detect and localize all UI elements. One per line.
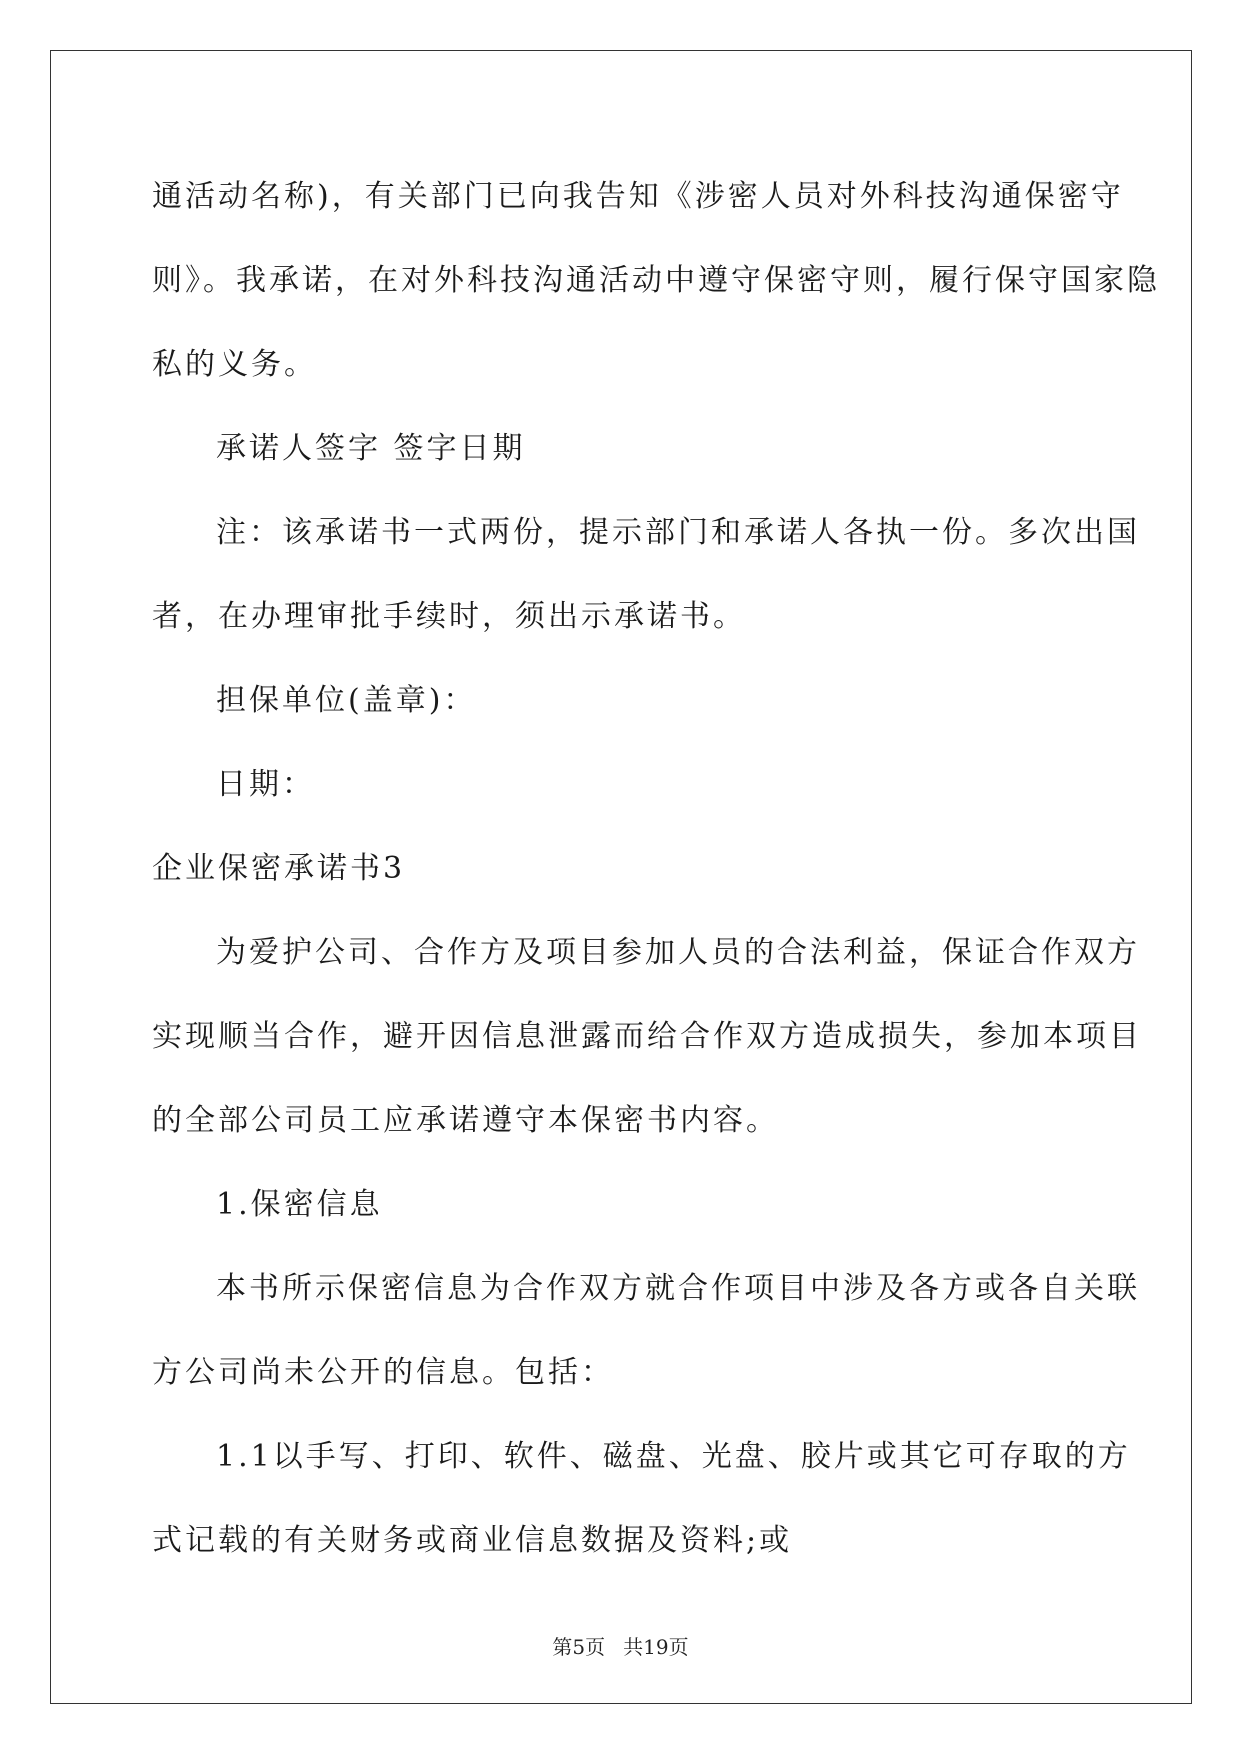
page-number: 第5页 bbox=[552, 1635, 606, 1659]
text-line: 承诺人签字 签字日期 bbox=[216, 431, 526, 466]
document-body bbox=[152, 155, 1160, 1583]
text-line: 担保单位(盖章)： bbox=[216, 683, 477, 718]
text-line: 注：该承诺书一式两份，提示部门和承诺人各执一份。多次出国 bbox=[216, 515, 1140, 550]
text-line: 为爱护公司、合作方及项目参加人员的合法利益，保证合作双方 bbox=[216, 935, 1140, 970]
text-line: 则》。我承诺，在对外科技沟通活动中遵守保密守则，履行保守国家隐 bbox=[152, 263, 1160, 298]
text-line: 1.保密信息 bbox=[216, 1187, 383, 1222]
text-line: 者，在办理审批手续时，须出示承诺书。 bbox=[152, 599, 746, 634]
text-line: 1.1以手写、打印、软件、磁盘、光盘、胶片或其它可存取的方 bbox=[216, 1439, 1131, 1474]
text-line: 日期： bbox=[216, 767, 315, 802]
text-line: 通活动名称)，有关部门已向我告知《涉密人员对外科技沟通保密守 bbox=[152, 179, 1124, 214]
text-line: 的全部公司员工应承诺遵守本保密书内容。 bbox=[152, 1103, 779, 1138]
page-footer bbox=[0, 1631, 1241, 1660]
page-total: 共19页 bbox=[623, 1635, 689, 1659]
text-line: 实现顺当合作，避开因信息泄露而给合作双方造成损失，参加本项目 bbox=[152, 1019, 1142, 1054]
text-line: 企业保密承诺书3 bbox=[152, 851, 406, 886]
text-line: 方公司尚未公开的信息。包括： bbox=[152, 1355, 614, 1390]
text-line: 本书所示保密信息为合作双方就合作项目中涉及各方或各自关联 bbox=[216, 1271, 1140, 1306]
text-line: 私的义务。 bbox=[152, 347, 317, 382]
text-line: 式记载的有关财务或商业信息数据及资料;或 bbox=[152, 1523, 793, 1558]
